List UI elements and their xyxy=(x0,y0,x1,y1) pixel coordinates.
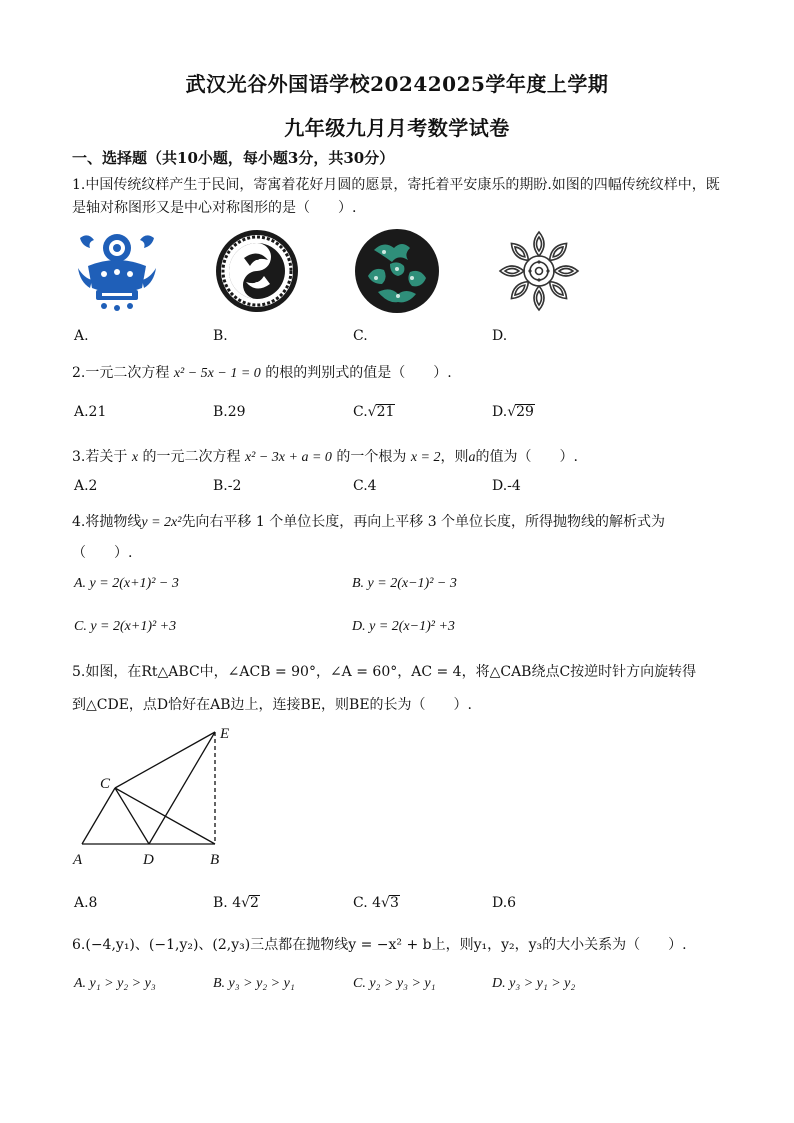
q3-option-d[interactable]: D.-4 xyxy=(492,478,521,494)
label-a: A xyxy=(73,852,83,868)
segment-ce xyxy=(115,732,215,788)
q4-option-a[interactable]: A. y = 2(x+1)² − 3 xyxy=(74,576,179,591)
label-c: C xyxy=(100,776,111,792)
q3-root: x = 2 xyxy=(410,450,441,465)
q5-option-a[interactable]: A.8 xyxy=(74,895,98,911)
q4-text-a: 4.将抛物线 xyxy=(72,514,142,530)
q1-option-c[interactable]: C. xyxy=(353,328,368,344)
q3-option-a[interactable]: A.2 xyxy=(74,478,98,494)
q2-option-d-label: D. xyxy=(492,404,508,420)
q5-option-c-radicand: 3 xyxy=(389,895,399,911)
q3-text xyxy=(72,446,578,466)
q3-var-x: x xyxy=(131,450,139,465)
q6-text: 6.(−4,y₁)、(−1,y₂)、(2,y₃)三点都在抛物线y = −x² + b上，则y₁，y₂，y₃的大小关系为（ ）. xyxy=(72,937,687,953)
q6-option-a[interactable]: A. y₁ > y₂ > y₃ xyxy=(74,976,156,991)
q5-option-d[interactable]: D.6 xyxy=(492,895,517,911)
q1-text-line1: 1.中国传统纹样产生于民间，寄寓着花好月圆的愿景，寄托着平安康乐的期盼.如图的四幅传统纹样中，既 xyxy=(72,177,720,193)
section-heading: 一、选择题（共10小题，每小题3分，共30分） xyxy=(72,149,395,167)
q2-option-a[interactable]: A.21 xyxy=(74,404,107,420)
q2-equation: x² − 5x − 1 = 0 xyxy=(173,366,261,381)
label-e: E xyxy=(220,726,230,742)
sqrt-icon: √ xyxy=(381,895,390,911)
green-cloud-dragon-pattern-icon xyxy=(354,228,440,314)
q1-option-a[interactable]: A. xyxy=(74,328,89,344)
label-d: D xyxy=(143,852,154,868)
blue-auspicious-pattern-icon xyxy=(74,228,160,314)
sqrt-icon: √ xyxy=(367,404,377,420)
q2-option-d[interactable] xyxy=(492,404,535,420)
q4-text-b: 先向右平移 1 个单位长度，再向上平移 3 个单位长度，所得抛物线的解析式为 xyxy=(181,514,666,530)
label-b: B xyxy=(210,852,220,868)
q2-option-b[interactable]: B.29 xyxy=(213,404,246,420)
q5-option-c-label: C. 4 xyxy=(353,895,382,911)
q6-option-c[interactable]: C. y₂ > y₃ > y₁ xyxy=(353,976,436,991)
q3-var-a: a xyxy=(468,450,476,465)
q5-option-b-label: B. 4 xyxy=(213,895,242,911)
q4-option-d[interactable]: D. y = 2(x−1)² +3 xyxy=(352,619,455,634)
q5-text-line1: 5.如图，在Rt△ABC中，∠ACB = 90°，∠A = 60°，AC = 4，将△CAB绕点C按逆时针方向旋转得 xyxy=(72,664,697,680)
exam-title-line1: 武汉光谷外国语学校20242025学年度上学期 xyxy=(185,72,609,96)
q1-option-d[interactable]: D. xyxy=(492,328,508,344)
q2-option-d-radicand: 29 xyxy=(516,404,534,420)
q2-option-c-label: C. xyxy=(353,404,368,420)
q4-equation: y = 2x² xyxy=(141,515,182,530)
q5-option-b[interactable] xyxy=(213,895,260,911)
q3-option-b[interactable]: B.-2 xyxy=(213,478,242,494)
exam-title-line2: 九年级九月月考数学试卷 xyxy=(284,116,510,140)
q4-option-b[interactable]: B. y = 2(x−1)² − 3 xyxy=(352,576,457,591)
q2-option-c[interactable] xyxy=(353,404,395,420)
q1-option-b[interactable]: B. xyxy=(213,328,228,344)
q5-text-line2: 到△CDE，点D恰好在AB边上，连接BE，则BE的长为（ ）. xyxy=(72,697,473,713)
q6-option-b[interactable]: B. y₃ > y₂ > y₁ xyxy=(213,976,295,991)
segment-de xyxy=(149,732,215,844)
q4-text-line2: （ ）. xyxy=(72,545,133,561)
segment-cd xyxy=(115,788,149,844)
q4-text-line1 xyxy=(72,511,665,531)
q3-equation: x² − 3x + a = 0 xyxy=(244,450,332,465)
q3-text-e: 的值为（ ）. xyxy=(475,449,578,465)
q4-option-c[interactable]: C. y = 2(x+1)² +3 xyxy=(74,619,177,634)
q5-option-b-radicand: 2 xyxy=(250,895,259,911)
q5-option-c[interactable] xyxy=(353,895,400,911)
q5-geometry-figure xyxy=(70,722,250,872)
q3-text-a: 3.若关于 xyxy=(72,449,128,465)
q3-text-c: 的一个根为 xyxy=(336,449,407,465)
lotus-flower-pattern-icon xyxy=(496,228,582,314)
sqrt-icon: √ xyxy=(241,895,251,911)
swirl-circle-pattern-icon xyxy=(214,228,300,314)
q3-option-c[interactable]: C.4 xyxy=(353,478,377,494)
q2-suffix: 的根的判别式的值是（ ）. xyxy=(265,365,452,381)
q2-text xyxy=(72,362,452,382)
segment-ac xyxy=(82,788,115,844)
q3-text-d: ，则 xyxy=(440,449,469,465)
sqrt-icon: √ xyxy=(507,404,517,420)
q6-option-d[interactable]: D. y₃ > y₁ > y₂ xyxy=(492,976,576,991)
q3-text-b: 的一元二次方程 xyxy=(142,449,241,465)
q2-prefix: 2.一元二次方程 xyxy=(72,365,170,381)
q1-text-line2: 是轴对称图形又是中心对称图形的是（ ）. xyxy=(72,200,357,216)
q2-option-c-radicand: 21 xyxy=(376,404,395,420)
